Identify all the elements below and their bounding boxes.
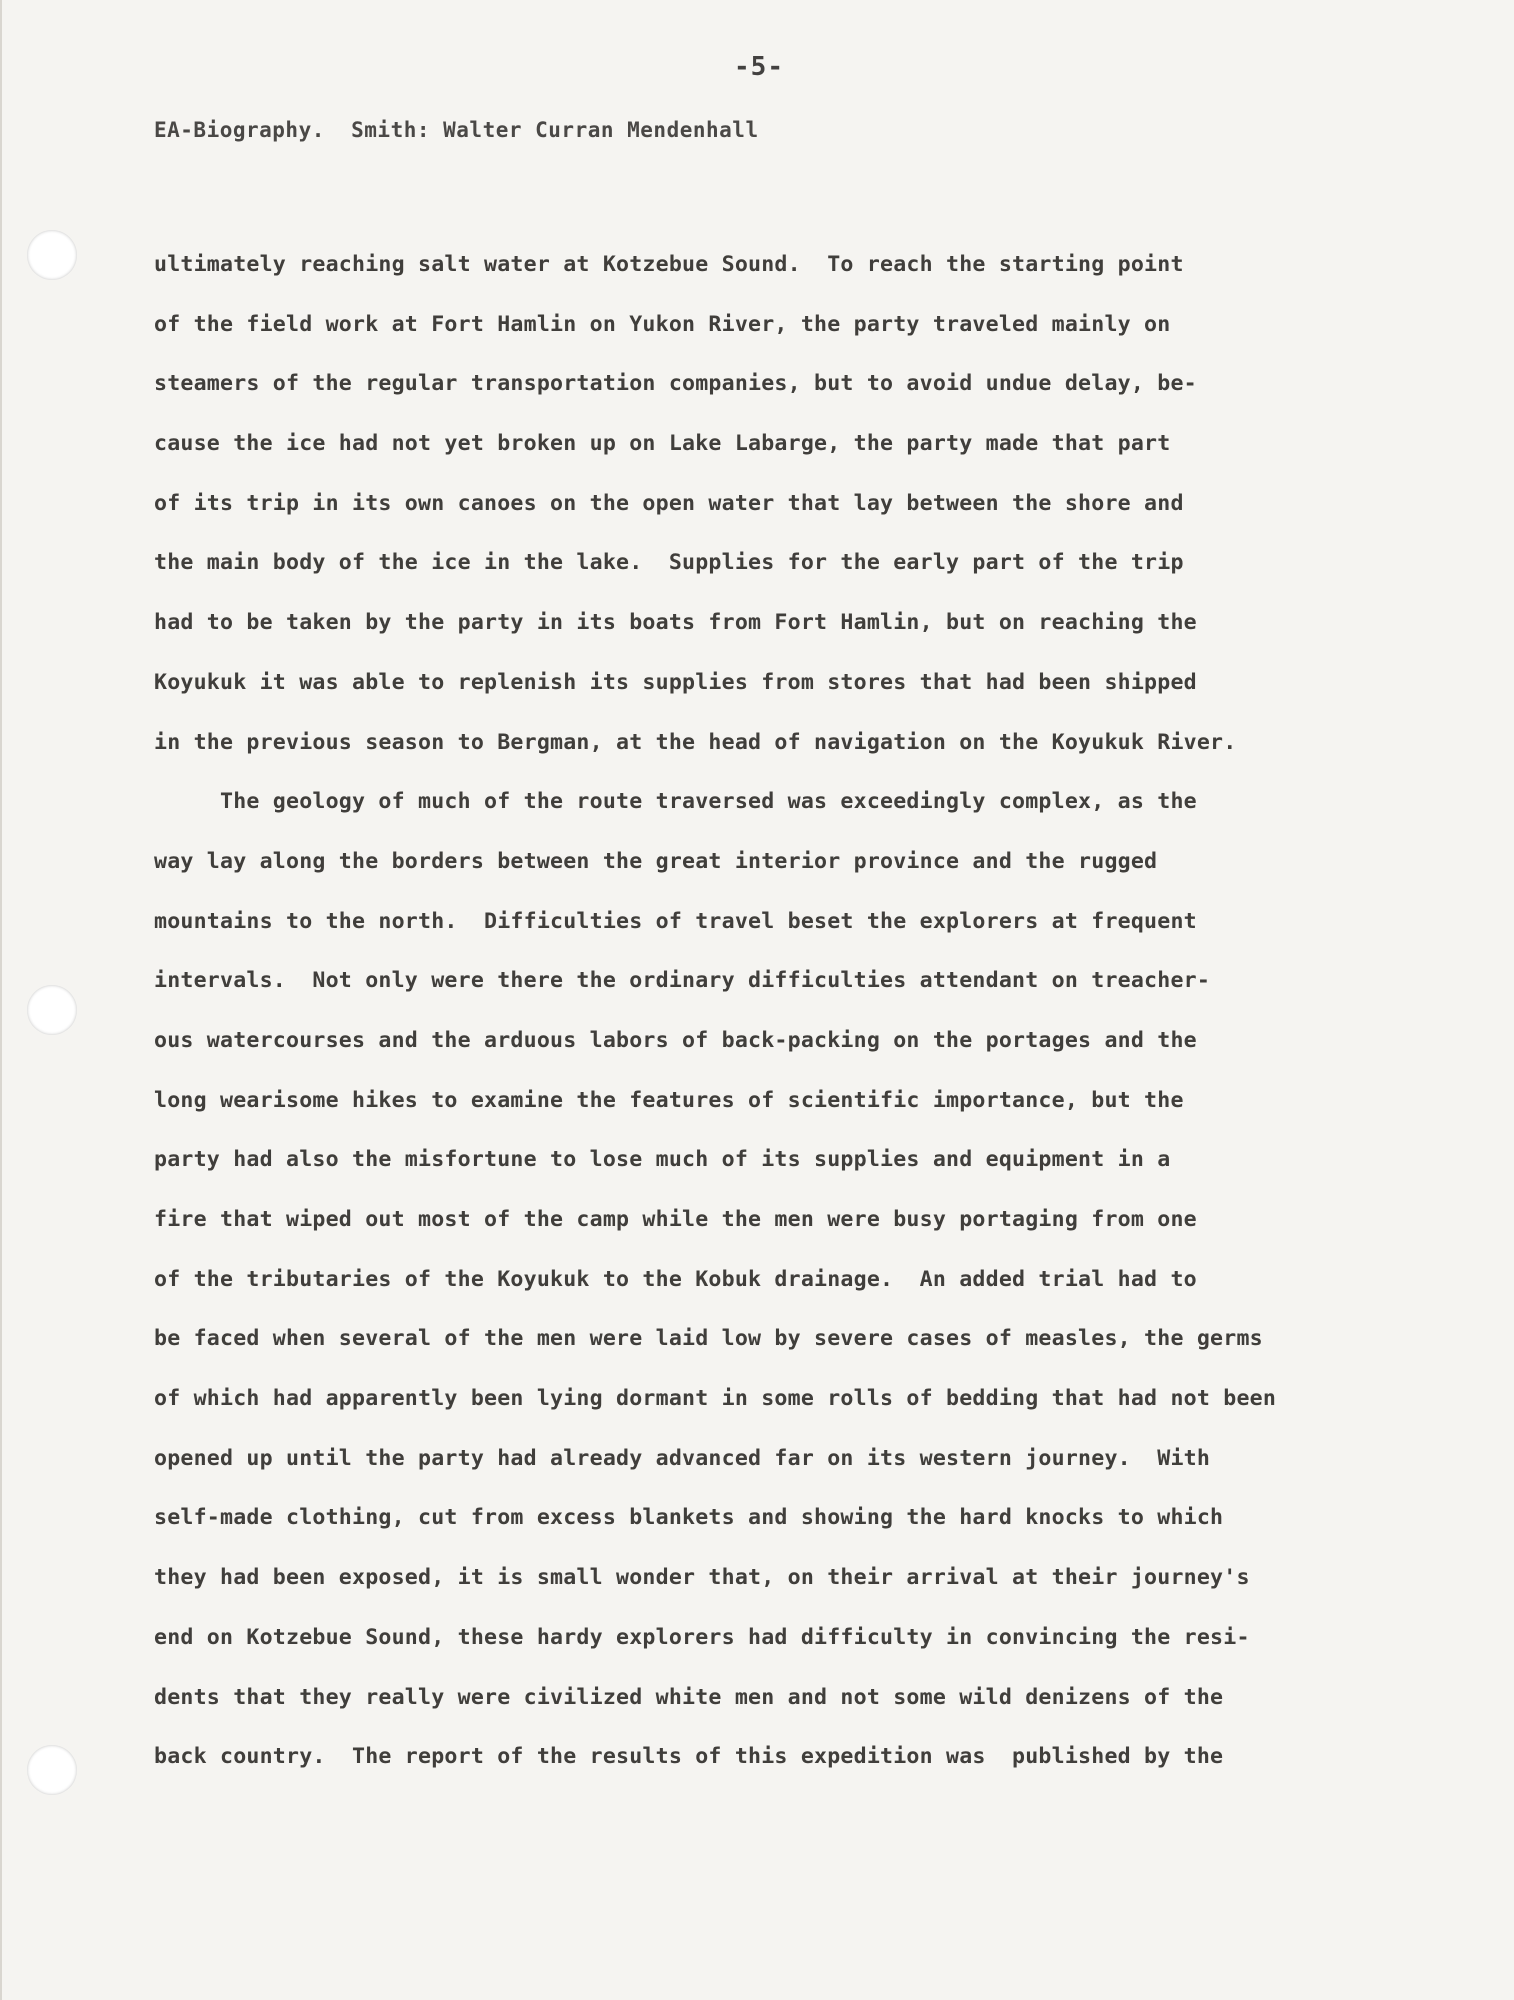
document-heading: EA-Biography. Smith: Walter Curran Mendenhall <box>154 118 759 142</box>
text-line: cause the ice had not yet broken up on Lake Labarge, the party made that part <box>154 431 1171 457</box>
text-line: The geology of much of the route traversed was exceedingly complex, as the <box>154 789 1197 815</box>
text-line: Koyukuk it was able to replenish its supplies from stores that had been shipped <box>154 669 1197 695</box>
text-line: of the tributaries of the Koyukuk to the Kobuk drainage. An added trial had to <box>154 1266 1197 1292</box>
text-line: be faced when several of the men were laid low by severe cases of measles, the germs <box>154 1326 1263 1352</box>
text-line: the main body of the ice in the lake. Supplies for the early part of the trip <box>154 550 1184 576</box>
text-line: back country. The report of the results of this expedition was published by the <box>154 1744 1224 1770</box>
text-line: in the previous season to Bergman, at the head of navigation on the Koyukuk River. <box>154 729 1237 755</box>
text-line: of the field work at Fort Hamlin on Yukon River, the party traveled mainly on <box>154 311 1171 337</box>
punch-hole <box>27 985 77 1035</box>
text-line: opened up until the party had already advanced far on its western journey. With <box>154 1445 1211 1471</box>
text-line: they had been exposed, it is small wonder that, on their arrival at their journey's <box>154 1565 1250 1591</box>
punch-hole <box>27 230 77 280</box>
text-line: fire that wiped out most of the camp while the men were busy portaging from one <box>154 1207 1197 1232</box>
text-line: of which had apparently been lying dormant in some rolls of bedding that had not been <box>154 1386 1277 1412</box>
text-line: ultimately reaching salt water at Kotzebue Sound. To reach the starting point <box>154 252 1184 277</box>
text-line: end on Kotzebue Sound, these hardy explorers had difficulty in convincing the resi- <box>154 1624 1250 1650</box>
text-line: steamers of the regular transportation companies, but to avoid undue delay, be- <box>154 371 1197 397</box>
body-text <box>154 235 1434 1787</box>
text-line: self-made clothing, cut from excess blankets and showing the hard knocks to which <box>154 1505 1224 1531</box>
text-line: party had also the misfortune to lose much of its supplies and equipment in a <box>154 1147 1171 1173</box>
text-line: long wearisome hikes to examine the features of scientific importance, but the <box>154 1087 1184 1113</box>
text-line: intervals. Not only were there the ordinary difficulties attendant on treacher- <box>154 968 1211 994</box>
text-line: dents that they really were civilized white men and not some wild denizens of the <box>154 1684 1224 1710</box>
punch-hole <box>27 1745 77 1795</box>
text-line: way lay along the borders between the great interior province and the rugged <box>154 848 1158 874</box>
text-line: mountains to the north. Difficulties of travel beset the explorers at frequent <box>154 908 1197 934</box>
text-line: ous watercourses and the arduous labors of back-packing on the portages and the <box>154 1027 1197 1053</box>
text-line: had to be taken by the party in its boats from Fort Hamlin, but on reaching the <box>154 610 1197 636</box>
text-line: of its trip in its own canoes on the open water that lay between the shore and <box>154 490 1184 516</box>
page-number: -5- <box>734 52 784 82</box>
